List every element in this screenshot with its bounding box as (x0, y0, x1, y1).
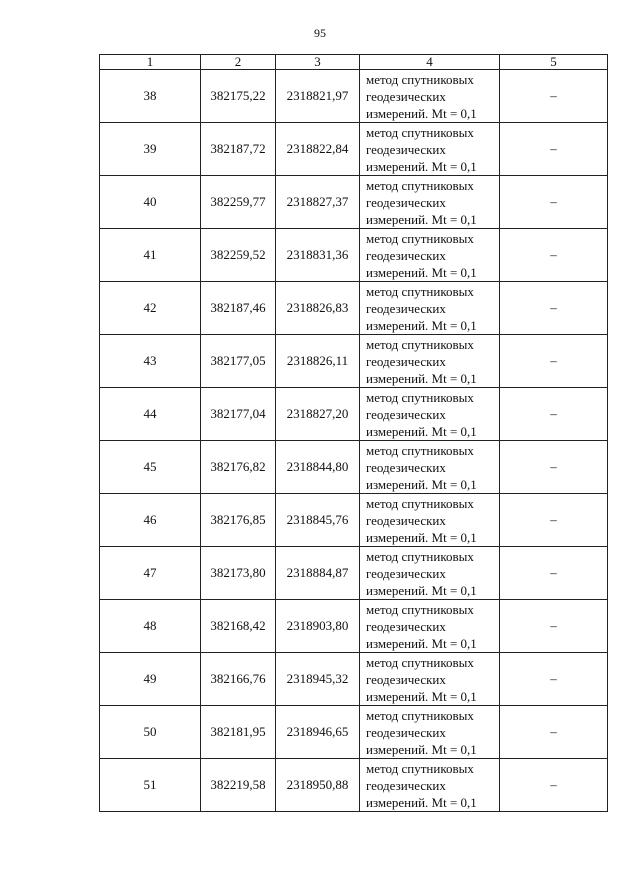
method-line: геодезических (366, 247, 446, 263)
table-row (100, 282, 608, 335)
x-coordinate-cell: 382181,95 (201, 706, 276, 759)
y-coordinate-cell: 2318827,20 (276, 388, 360, 441)
y-coordinate-cell: 2318826,83 (276, 282, 360, 335)
method-line: метод спутниковых (366, 177, 474, 193)
x-coordinate-cell: 382176,82 (201, 441, 276, 494)
table-row (100, 494, 608, 547)
method-line: геодезических (366, 618, 446, 634)
point-number-cell: 38 (100, 70, 201, 123)
method-line: метод спутниковых (366, 760, 474, 776)
method-cell (360, 123, 500, 176)
x-coordinate-cell: 382187,46 (201, 282, 276, 335)
y-coordinate-cell: 2318827,37 (276, 176, 360, 229)
method-line: геодезических (366, 512, 446, 528)
note-dash: – (550, 777, 557, 792)
column-header: 1 (100, 55, 201, 70)
note-dash: – (550, 88, 557, 103)
method-line: геодезических (366, 565, 446, 581)
point-number-cell: 39 (100, 123, 201, 176)
note-dash: – (550, 618, 557, 633)
method-cell (360, 759, 500, 812)
method-line: метод спутниковых (366, 124, 474, 140)
x-coordinate-cell: 382175,22 (201, 70, 276, 123)
y-coordinate-cell: 2318821,97 (276, 70, 360, 123)
method-cell (360, 388, 500, 441)
table-row (100, 388, 608, 441)
table-row (100, 176, 608, 229)
note-dash: – (550, 459, 557, 474)
table-row (100, 70, 608, 123)
point-number-cell: 50 (100, 706, 201, 759)
point-number-cell: 44 (100, 388, 201, 441)
note-dash: – (550, 194, 557, 209)
method-line: геодезических (366, 88, 446, 104)
note-cell (500, 123, 608, 176)
table-header-row (100, 55, 608, 70)
method-line: геодезических (366, 777, 446, 793)
x-coordinate-cell: 382173,80 (201, 547, 276, 600)
method-cell (360, 653, 500, 706)
method-line: метод спутниковых (366, 442, 474, 458)
column-header: 4 (360, 55, 500, 70)
note-cell (500, 282, 608, 335)
table-row (100, 123, 608, 176)
method-line: измерений. Mt = 0,1 (366, 529, 477, 545)
note-cell (500, 441, 608, 494)
table-row (100, 335, 608, 388)
method-cell (360, 547, 500, 600)
method-line: измерений. Mt = 0,1 (366, 211, 477, 227)
method-line: измерений. Mt = 0,1 (366, 264, 477, 280)
method-cell (360, 229, 500, 282)
page-number: 95 (314, 26, 326, 40)
method-cell (360, 441, 500, 494)
method-line: измерений. Mt = 0,1 (366, 317, 477, 333)
method-line: метод спутниковых (366, 654, 474, 670)
y-coordinate-cell: 2318946,65 (276, 706, 360, 759)
note-cell (500, 70, 608, 123)
table-row (100, 653, 608, 706)
point-number-cell: 42 (100, 282, 201, 335)
point-number-cell: 51 (100, 759, 201, 812)
column-header: 2 (201, 55, 276, 70)
table-body (100, 70, 608, 812)
y-coordinate-cell: 2318903,80 (276, 600, 360, 653)
y-coordinate-cell: 2318884,87 (276, 547, 360, 600)
table-row (100, 600, 608, 653)
method-line: измерений. Mt = 0,1 (366, 582, 477, 598)
method-line: измерений. Mt = 0,1 (366, 370, 477, 386)
note-dash: – (550, 247, 557, 262)
y-coordinate-cell: 2318831,36 (276, 229, 360, 282)
y-coordinate-cell: 2318822,84 (276, 123, 360, 176)
method-cell (360, 600, 500, 653)
method-line: геодезических (366, 141, 446, 157)
y-coordinate-cell: 2318844,80 (276, 441, 360, 494)
method-cell (360, 494, 500, 547)
x-coordinate-cell: 382177,05 (201, 335, 276, 388)
note-dash: – (550, 671, 557, 686)
method-line: метод спутниковых (366, 283, 474, 299)
method-line: метод спутниковых (366, 495, 474, 511)
method-line: геодезических (366, 724, 446, 740)
table-row (100, 759, 608, 812)
note-cell (500, 335, 608, 388)
y-coordinate-cell: 2318950,88 (276, 759, 360, 812)
note-dash: – (550, 300, 557, 315)
column-header: 5 (500, 55, 608, 70)
note-dash: – (550, 565, 557, 580)
table-row (100, 441, 608, 494)
x-coordinate-cell: 382176,85 (201, 494, 276, 547)
point-number-cell: 45 (100, 441, 201, 494)
method-line: метод спутниковых (366, 601, 474, 617)
point-number-cell: 48 (100, 600, 201, 653)
method-cell (360, 176, 500, 229)
method-line: измерений. Mt = 0,1 (366, 794, 477, 810)
method-cell (360, 282, 500, 335)
method-line: измерений. Mt = 0,1 (366, 688, 477, 704)
x-coordinate-cell: 382187,72 (201, 123, 276, 176)
method-line: измерений. Mt = 0,1 (366, 158, 477, 174)
y-coordinate-cell: 2318945,32 (276, 653, 360, 706)
note-cell (500, 600, 608, 653)
note-dash: – (550, 353, 557, 368)
point-number-cell: 41 (100, 229, 201, 282)
table-row (100, 547, 608, 600)
x-coordinate-cell: 382177,04 (201, 388, 276, 441)
note-dash: – (550, 724, 557, 739)
method-line: измерений. Mt = 0,1 (366, 423, 477, 439)
column-header: 3 (276, 55, 360, 70)
point-number-cell: 46 (100, 494, 201, 547)
method-line: метод спутниковых (366, 389, 474, 405)
method-line: геодезических (366, 459, 446, 475)
note-cell (500, 176, 608, 229)
method-line: геодезических (366, 406, 446, 422)
note-dash: – (550, 512, 557, 527)
x-coordinate-cell: 382259,77 (201, 176, 276, 229)
method-line: метод спутниковых (366, 230, 474, 246)
note-cell (500, 653, 608, 706)
method-line: измерений. Mt = 0,1 (366, 741, 477, 757)
note-cell (500, 494, 608, 547)
note-cell (500, 547, 608, 600)
method-line: метод спутниковых (366, 71, 474, 87)
method-cell (360, 70, 500, 123)
note-cell (500, 759, 608, 812)
method-line: геодезических (366, 194, 446, 210)
method-cell (360, 706, 500, 759)
table-row (100, 229, 608, 282)
method-line: геодезических (366, 671, 446, 687)
method-line: измерений. Mt = 0,1 (366, 635, 477, 651)
note-cell (500, 388, 608, 441)
table-row (100, 706, 608, 759)
method-line: геодезических (366, 300, 446, 316)
x-coordinate-cell: 382166,76 (201, 653, 276, 706)
point-number-cell: 43 (100, 335, 201, 388)
note-dash: – (550, 406, 557, 421)
method-line: измерений. Mt = 0,1 (366, 476, 477, 492)
y-coordinate-cell: 2318826,11 (276, 335, 360, 388)
coordinates-table (99, 54, 608, 812)
point-number-cell: 40 (100, 176, 201, 229)
x-coordinate-cell: 382168,42 (201, 600, 276, 653)
note-cell (500, 706, 608, 759)
method-line: измерений. Mt = 0,1 (366, 105, 477, 121)
point-number-cell: 49 (100, 653, 201, 706)
point-number-cell: 47 (100, 547, 201, 600)
note-dash: – (550, 141, 557, 156)
method-line: метод спутниковых (366, 707, 474, 723)
method-line: метод спутниковых (366, 336, 474, 352)
method-cell (360, 335, 500, 388)
method-line: метод спутниковых (366, 548, 474, 564)
method-line: геодезических (366, 353, 446, 369)
note-cell (500, 229, 608, 282)
y-coordinate-cell: 2318845,76 (276, 494, 360, 547)
x-coordinate-cell: 382219,58 (201, 759, 276, 812)
x-coordinate-cell: 382259,52 (201, 229, 276, 282)
